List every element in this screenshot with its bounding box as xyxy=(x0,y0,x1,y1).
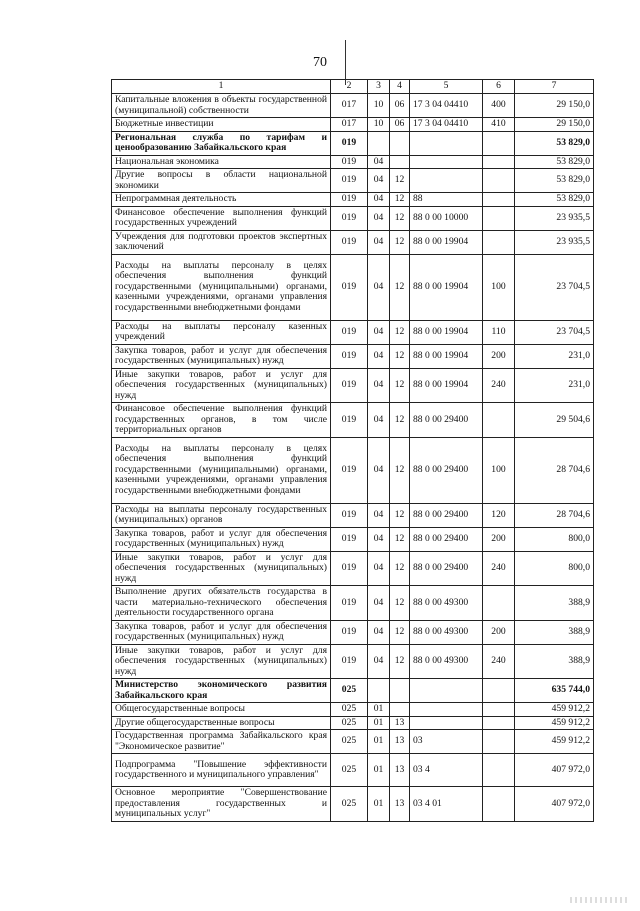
item-name: Выполнение других обязательств государства в части материально-технического обеспечения деятельности государственного органа xyxy=(112,586,331,621)
target-article-code: 17 3 04 04410 xyxy=(410,94,483,118)
amount: 23 935,5 xyxy=(515,206,594,230)
ministry-code: 019 xyxy=(331,527,368,551)
amount: 635 744,0 xyxy=(515,679,594,703)
item-name: Расходы на выплаты персоналу государственных (муниципальных) органов xyxy=(112,503,331,527)
ministry-code: 025 xyxy=(331,754,368,787)
subsection-code: 12 xyxy=(390,344,410,368)
ministry-code: 019 xyxy=(331,169,368,193)
column-header: 7 xyxy=(515,80,594,94)
table-row xyxy=(112,155,594,169)
subsection-code: 12 xyxy=(390,403,410,438)
amount: 388,9 xyxy=(515,644,594,679)
amount: 459 912,2 xyxy=(515,703,594,717)
subsection-code: 12 xyxy=(390,437,410,503)
target-article-code xyxy=(410,703,483,717)
target-article-code: 88 0 00 29400 xyxy=(410,503,483,527)
ministry-code: 019 xyxy=(331,644,368,679)
table-row xyxy=(112,344,594,368)
expense-type-code: 120 xyxy=(483,503,515,527)
amount: 23 704,5 xyxy=(515,254,594,320)
target-article-code: 88 0 00 29400 xyxy=(410,551,483,586)
subsection-code: 12 xyxy=(390,368,410,403)
item-name: Учреждения для подготовки проектов экспертных заключений xyxy=(112,230,331,254)
subsection-code: 12 xyxy=(390,644,410,679)
section-code: 01 xyxy=(368,716,390,730)
section-code: 04 xyxy=(368,586,390,621)
subsection-code: 06 xyxy=(390,94,410,118)
target-article-code: 88 0 00 49300 xyxy=(410,586,483,621)
expense-type-code xyxy=(483,716,515,730)
expense-type-code: 110 xyxy=(483,320,515,344)
ministry-code: 025 xyxy=(331,730,368,754)
subsection-code: 06 xyxy=(390,118,410,132)
expense-type-code xyxy=(483,754,515,787)
target-article-code: 88 0 00 19904 xyxy=(410,230,483,254)
ministry-code: 019 xyxy=(331,437,368,503)
table-row xyxy=(112,730,594,754)
amount: 459 912,2 xyxy=(515,730,594,754)
expense-type-code: 240 xyxy=(483,644,515,679)
table-row xyxy=(112,644,594,679)
section-code xyxy=(368,131,390,155)
target-article-code: 88 0 00 29400 xyxy=(410,527,483,551)
section-code: 04 xyxy=(368,527,390,551)
table-row xyxy=(112,169,594,193)
column-header: 1 xyxy=(112,80,331,94)
amount: 388,9 xyxy=(515,586,594,621)
item-name: Иные закупки товаров, работ и услуг для обеспечения государственных (муниципальных) нужд xyxy=(112,368,331,403)
item-name: Иные закупки товаров, работ и услуг для обеспечения государственных (муниципальных) нужд xyxy=(112,644,331,679)
ministry-code: 019 xyxy=(331,155,368,169)
item-name: Общегосударственные вопросы xyxy=(112,703,331,717)
table-row xyxy=(112,193,594,207)
ministry-code: 019 xyxy=(331,193,368,207)
amount: 53 829,0 xyxy=(515,155,594,169)
amount: 28 704,6 xyxy=(515,437,594,503)
section-code: 04 xyxy=(368,230,390,254)
item-name: Региональная служба по тарифам и ценообразованию Забайкальского края xyxy=(112,131,331,155)
ministry-code: 025 xyxy=(331,787,368,822)
section-code: 04 xyxy=(368,169,390,193)
section-code: 01 xyxy=(368,754,390,787)
item-name: Расходы на выплаты персоналу в целях обеспечения выполнения функций государственными (муниципальными) органами, казенными учреждениями, органами управления государственными внебюджетными фондами xyxy=(112,437,331,503)
section-code: 04 xyxy=(368,403,390,438)
ministry-code: 019 xyxy=(331,230,368,254)
column-header: 3 xyxy=(368,80,390,94)
amount: 29 150,0 xyxy=(515,94,594,118)
amount: 53 829,0 xyxy=(515,131,594,155)
ministry-code: 025 xyxy=(331,716,368,730)
ministry-code: 019 xyxy=(331,586,368,621)
ministry-code: 019 xyxy=(331,344,368,368)
subsection-code: 12 xyxy=(390,320,410,344)
expense-type-code: 410 xyxy=(483,118,515,132)
target-article-code xyxy=(410,169,483,193)
expense-type-code xyxy=(483,206,515,230)
item-name: Основное мероприятие "Совершенствование предоставления государственных и муниципальных услуг" xyxy=(112,787,331,822)
subsection-code xyxy=(390,155,410,169)
section-code: 10 xyxy=(368,118,390,132)
item-name: Бюджетные инвестиции xyxy=(112,118,331,132)
item-name: Расходы на выплаты персоналу в целях обеспечения выполнения функций государственными (муниципальными) органами, казенными учреждениями, органами управления государственными внебюджетными фондами xyxy=(112,254,331,320)
subsection-code: 12 xyxy=(390,586,410,621)
expense-type-code xyxy=(483,403,515,438)
target-article-code: 03 4 xyxy=(410,754,483,787)
column-header: 4 xyxy=(390,80,410,94)
ministry-code: 017 xyxy=(331,118,368,132)
target-article-code xyxy=(410,155,483,169)
table-row xyxy=(112,403,594,438)
section-code: 04 xyxy=(368,206,390,230)
ministry-code: 019 xyxy=(331,503,368,527)
target-article-code: 88 0 00 19904 xyxy=(410,254,483,320)
section-code: 04 xyxy=(368,254,390,320)
table-row xyxy=(112,94,594,118)
expense-type-code xyxy=(483,586,515,621)
expense-type-code: 240 xyxy=(483,368,515,403)
section-code: 04 xyxy=(368,344,390,368)
table-row xyxy=(112,320,594,344)
column-header: 5 xyxy=(410,80,483,94)
subsection-code: 12 xyxy=(390,169,410,193)
scan-artifact xyxy=(570,897,630,903)
item-name: Иные закупки товаров, работ и услуг для обеспечения государственных (муниципальных) нужд xyxy=(112,551,331,586)
table-row xyxy=(112,754,594,787)
ministry-code: 019 xyxy=(331,551,368,586)
table-row xyxy=(112,787,594,822)
ministry-code: 019 xyxy=(331,620,368,644)
section-code: 01 xyxy=(368,787,390,822)
item-name: Государственная программа Забайкальского края "Экономическое развитие" xyxy=(112,730,331,754)
page-number: 70 xyxy=(313,55,327,70)
amount: 407 972,0 xyxy=(515,754,594,787)
item-name: Финансовое обеспечение выполнения функций государственных учреждений xyxy=(112,206,331,230)
amount: 800,0 xyxy=(515,527,594,551)
ministry-code: 025 xyxy=(331,679,368,703)
table-row xyxy=(112,254,594,320)
item-name: Закупка товаров, работ и услуг для обеспечения государственных (муниципальных) нужд xyxy=(112,620,331,644)
expense-type-code: 400 xyxy=(483,94,515,118)
target-article-code: 88 0 00 29400 xyxy=(410,437,483,503)
table-row xyxy=(112,131,594,155)
amount: 23 704,5 xyxy=(515,320,594,344)
amount: 53 829,0 xyxy=(515,193,594,207)
expense-type-code xyxy=(483,230,515,254)
ministry-code: 017 xyxy=(331,94,368,118)
target-article-code: 88 0 00 10000 xyxy=(410,206,483,230)
table-row xyxy=(112,620,594,644)
table-row xyxy=(112,230,594,254)
amount: 28 704,6 xyxy=(515,503,594,527)
target-article-code xyxy=(410,131,483,155)
target-article-code: 88 0 00 49300 xyxy=(410,620,483,644)
subsection-code xyxy=(390,679,410,703)
subsection-code xyxy=(390,131,410,155)
expense-type-code xyxy=(483,193,515,207)
section-code: 04 xyxy=(368,620,390,644)
subsection-code: 12 xyxy=(390,503,410,527)
subsection-code: 13 xyxy=(390,716,410,730)
ministry-code: 019 xyxy=(331,368,368,403)
target-article-code xyxy=(410,716,483,730)
target-article-code: 88 xyxy=(410,193,483,207)
item-name: Национальная экономика xyxy=(112,155,331,169)
subsection-code: 13 xyxy=(390,730,410,754)
section-code xyxy=(368,679,390,703)
amount: 388,9 xyxy=(515,620,594,644)
target-article-code: 03 xyxy=(410,730,483,754)
budget-table xyxy=(111,79,594,822)
amount: 459 912,2 xyxy=(515,716,594,730)
table-row xyxy=(112,551,594,586)
table-row xyxy=(112,586,594,621)
target-article-code: 88 0 00 19904 xyxy=(410,344,483,368)
ministry-code: 019 xyxy=(331,403,368,438)
section-code: 04 xyxy=(368,503,390,527)
ministry-code: 019 xyxy=(331,254,368,320)
table-row xyxy=(112,503,594,527)
section-code: 04 xyxy=(368,551,390,586)
target-article-code: 88 0 00 29400 xyxy=(410,403,483,438)
item-name: Финансовое обеспечение выполнения функций государственных органов, в том числе территориальных органов xyxy=(112,403,331,438)
target-article-code: 88 0 00 19904 xyxy=(410,320,483,344)
table-row xyxy=(112,206,594,230)
target-article-code: 17 3 04 04410 xyxy=(410,118,483,132)
table-row xyxy=(112,437,594,503)
subsection-code xyxy=(390,703,410,717)
section-code: 04 xyxy=(368,644,390,679)
expense-type-code xyxy=(483,679,515,703)
item-name: Закупка товаров, работ и услуг для обеспечения государственных (муниципальных) нужд xyxy=(112,527,331,551)
target-article-code: 88 0 00 19904 xyxy=(410,368,483,403)
expense-type-code xyxy=(483,131,515,155)
expense-type-code xyxy=(483,730,515,754)
ministry-code: 019 xyxy=(331,320,368,344)
expense-type-code: 200 xyxy=(483,527,515,551)
section-code: 01 xyxy=(368,730,390,754)
item-name: Закупка товаров, работ и услуг для обеспечения государственных (муниципальных) нужд xyxy=(112,344,331,368)
amount: 231,0 xyxy=(515,344,594,368)
subsection-code: 13 xyxy=(390,754,410,787)
item-name: Капитальные вложения в объекты государственной (муниципальной) собственности xyxy=(112,94,331,118)
target-article-code xyxy=(410,679,483,703)
section-code: 04 xyxy=(368,155,390,169)
subsection-code: 13 xyxy=(390,787,410,822)
expense-type-code xyxy=(483,169,515,193)
column-header: 6 xyxy=(483,80,515,94)
item-name: Министерство экономического развития Забайкальского края xyxy=(112,679,331,703)
section-code: 04 xyxy=(368,320,390,344)
subsection-code: 12 xyxy=(390,230,410,254)
amount: 29 150,0 xyxy=(515,118,594,132)
item-name: Расходы на выплаты персоналу казенных учреждений xyxy=(112,320,331,344)
expense-type-code xyxy=(483,703,515,717)
table-row xyxy=(112,716,594,730)
item-name: Другие вопросы в области национальной экономики xyxy=(112,169,331,193)
section-code: 10 xyxy=(368,94,390,118)
amount: 29 504,6 xyxy=(515,403,594,438)
table-row xyxy=(112,368,594,403)
section-code: 04 xyxy=(368,193,390,207)
column-header: 2 xyxy=(331,80,368,94)
table-row xyxy=(112,118,594,132)
expense-type-code xyxy=(483,155,515,169)
expense-type-code: 200 xyxy=(483,344,515,368)
item-name: Подпрограмма "Повышение эффективности государственного и муниципального управления" xyxy=(112,754,331,787)
section-code: 04 xyxy=(368,437,390,503)
ministry-code: 019 xyxy=(331,131,368,155)
amount: 407 972,0 xyxy=(515,787,594,822)
expense-type-code: 100 xyxy=(483,437,515,503)
subsection-code: 12 xyxy=(390,620,410,644)
table-row xyxy=(112,679,594,703)
subsection-code: 12 xyxy=(390,527,410,551)
amount: 231,0 xyxy=(515,368,594,403)
item-name: Непрограммная деятельность xyxy=(112,193,331,207)
subsection-code: 12 xyxy=(390,551,410,586)
expense-type-code: 240 xyxy=(483,551,515,586)
expense-type-code xyxy=(483,787,515,822)
section-code: 04 xyxy=(368,368,390,403)
ministry-code: 025 xyxy=(331,703,368,717)
amount: 800,0 xyxy=(515,551,594,586)
section-code: 01 xyxy=(368,703,390,717)
expense-type-code: 200 xyxy=(483,620,515,644)
target-article-code: 88 0 00 49300 xyxy=(410,644,483,679)
subsection-code: 12 xyxy=(390,206,410,230)
subsection-code: 12 xyxy=(390,193,410,207)
table-header-row xyxy=(112,80,594,94)
expense-type-code: 100 xyxy=(483,254,515,320)
amount: 23 935,5 xyxy=(515,230,594,254)
ministry-code: 019 xyxy=(331,206,368,230)
table-row xyxy=(112,703,594,717)
amount: 53 829,0 xyxy=(515,169,594,193)
table-row xyxy=(112,527,594,551)
target-article-code: 03 4 01 xyxy=(410,787,483,822)
item-name: Другие общегосударственные вопросы xyxy=(112,716,331,730)
subsection-code: 12 xyxy=(390,254,410,320)
